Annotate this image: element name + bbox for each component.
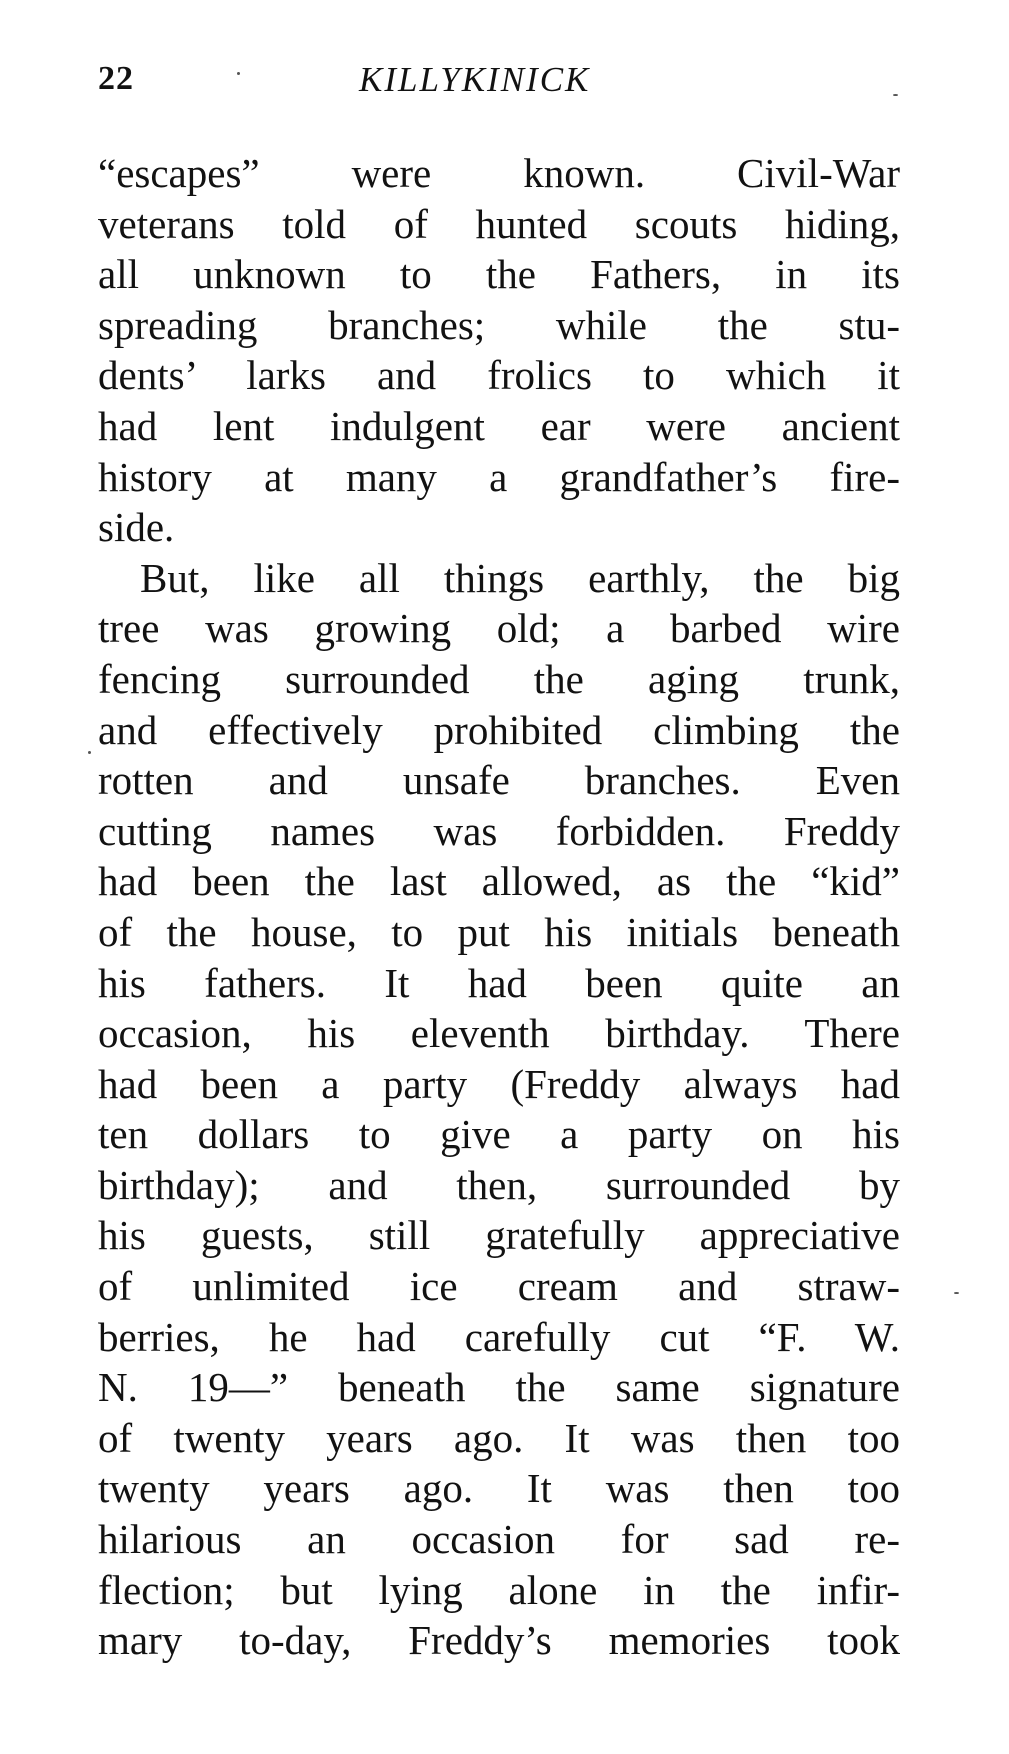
text-line: spreading branches; while the stu-	[98, 301, 900, 348]
text-line: history at many a grandfather’s fire-	[98, 453, 900, 500]
text-line: berries, he had carefully cut “F. W.	[98, 1313, 900, 1360]
text-line: of unlimited ice cream and straw-	[98, 1263, 900, 1310]
running-title: KILLYKINICK	[359, 60, 591, 99]
text-line: side.	[98, 504, 175, 551]
text-line: “escapes” were known. Civil-War	[98, 150, 900, 196]
text-line: of twenty years ago. It was then too	[98, 1414, 900, 1461]
text-line: had lent indulgent ear were ancient	[98, 402, 900, 449]
page-header	[98, 60, 898, 108]
text-line: fencing surrounded the aging trunk,	[98, 655, 900, 702]
print-speck	[88, 751, 91, 754]
text-line: his guests, still gratefully appreciative	[98, 1212, 900, 1259]
body-text	[98, 148, 900, 1666]
text-line: mary to-day, Freddy’s memories took	[98, 1617, 900, 1664]
text-line: cutting names was forbidden. Freddy	[98, 807, 900, 854]
text-line: had been the last allowed, as the “kid”	[98, 858, 900, 905]
text-line: twenty years ago. It was then too	[98, 1465, 900, 1512]
text-line: his fathers. It had been quite an	[98, 959, 900, 1006]
text-line: ten dollars to give a party on his	[98, 1111, 900, 1158]
print-speck	[954, 1292, 959, 1294]
text-line: and effectively prohibited climbing the	[98, 706, 900, 753]
text-line: N. 19—” beneath the same signature	[98, 1364, 900, 1411]
print-speck	[893, 94, 898, 96]
text-line: had been a party (Freddy always had	[98, 1060, 900, 1107]
text-line: occasion, his eleventh birthday. There	[98, 1010, 900, 1057]
text-line: tree was growing old; a barbed wire	[98, 605, 900, 652]
page-number: 22	[98, 60, 134, 97]
text-line: rotten and unsafe branches. Even	[98, 757, 900, 804]
text-line: all unknown to the Fathers, in its	[98, 251, 900, 298]
text-line: veterans told of hunted scouts hiding,	[98, 200, 900, 247]
text-line: of the house, to put his initials beneath	[98, 908, 900, 955]
paragraph	[98, 553, 900, 1666]
text-line: flection; but lying alone in the infir-	[98, 1566, 900, 1613]
text-line: birthday); and then, surrounded by	[98, 1161, 900, 1208]
text-line: dents’ larks and frolics to which it	[98, 352, 900, 399]
print-speck	[237, 72, 240, 75]
paragraph	[98, 148, 900, 553]
text-line: But, like all things earthly, the big	[140, 554, 900, 601]
text-line: hilarious an occasion for sad re-	[98, 1516, 900, 1563]
